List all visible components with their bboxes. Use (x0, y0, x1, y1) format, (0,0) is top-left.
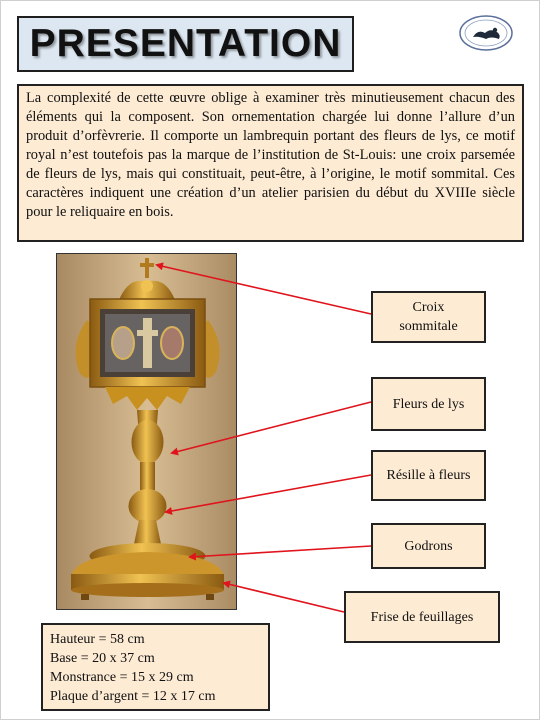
dimension-line: Monstrance = 15 x 29 cm (50, 670, 194, 685)
arrow-frise (224, 583, 344, 612)
dimension-line: Base = 20 x 37 cm (50, 651, 155, 666)
arrow-croix (157, 265, 371, 314)
label-croix-line1: Croix (412, 300, 445, 315)
dimension-line: Hauteur = 58 cm (50, 632, 145, 647)
page-title: PRESENTATION (29, 22, 342, 65)
arrow-resille (166, 475, 371, 512)
label-resille-text: Résille à fleurs (386, 468, 471, 483)
label-frise-text: Frise de feuillages (370, 609, 474, 625)
description-text: La complexité de cette œuvre oblige à examiner très minutieusement chacun des éléments qui la composent. Son ornementation chargée lui donne l’allure d’un produit d’orfèvrerie. Il comporte un lambrequin portant des fleurs de lys, ce motif royal n’est toutefois pas la marque de l’institution de St-Louis: une croix parsemée de fleurs de lys, mais qui constituait, peut-être, à l’origine, le motif sommital. Ces caractères indiquent une création d’un atelier parisien du début du XVIIIe siècle pour le reliquaire en bois. (26, 90, 515, 220)
label-croix-line2: sommitale (399, 319, 458, 334)
label-godrons-text: Godrons (404, 538, 453, 554)
arrow-fleurs (172, 402, 371, 453)
dimension-line: Plaque d’argent = 12 x 17 cm (50, 689, 216, 704)
label-fleurs-text: Fleurs de lys (392, 396, 465, 412)
arrow-godrons (190, 546, 371, 557)
